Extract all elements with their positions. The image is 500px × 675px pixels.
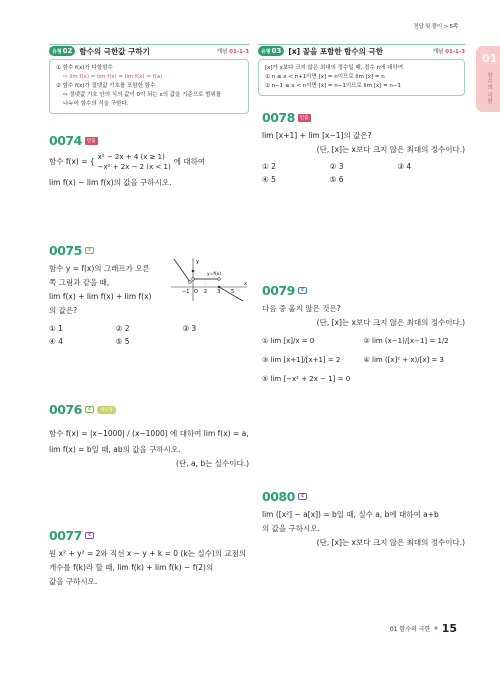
page-number: 15 — [441, 622, 457, 635]
page-footer — [390, 622, 457, 635]
problem-number: 0074 빈출 — [49, 133, 96, 148]
type-header-02 — [49, 44, 249, 57]
level-icon: c — [85, 532, 94, 539]
type-title: 함수의 극한값 구하기 — [79, 46, 150, 56]
concept-box — [258, 59, 465, 96]
problem-text: 다음 중 옳지 않은 것은? — [262, 304, 341, 313]
choice[interactable]: ① lim [x]/x = 0 — [262, 337, 315, 345]
type-badge: 유형 02 — [49, 46, 75, 56]
problem-condition: (단, [x]는 x보다 크지 않은 최대의 정수이다.) — [316, 145, 465, 154]
chapter-number: 01 — [482, 52, 498, 65]
problem-text: lim ([x²] − a[x]) = b일 때, 실수 a, b에 대하여 a+b 의 값을 구하시오. — [262, 510, 439, 533]
frequent-tag: 빈출 — [299, 115, 309, 121]
level-icon: c — [298, 287, 307, 294]
concept-line: ⇨ 절댓값 기호 안의 식의 값이 0이 되는 x의 값을 기준으로 범위를 — [63, 92, 222, 98]
problem-text: 함수 y = f(x)의 그래프가 오른 쪽 그림과 같을 때, lim f(x) + lim f(x) + lim f(x) 의 값은? — [49, 264, 152, 315]
answer-choices — [262, 332, 465, 389]
problem-0075 — [49, 243, 249, 353]
svg-text:2: 2 — [204, 289, 208, 295]
problem-number: 0078 빈출 — [262, 110, 309, 125]
problem-text: lim [x+1] + lim [x−1]의 값은? — [262, 131, 372, 140]
concept-line: ② 함수 f(x)가 절댓값 기호를 포함한 함수 — [56, 83, 156, 89]
choice[interactable]: ⑤ lim [−x² + 2x − 1] = 0 — [262, 375, 351, 383]
choice[interactable]: ③ 4 — [397, 162, 412, 171]
choice[interactable]: ② lim (x−1)/[x−1] = 1/2 — [363, 337, 449, 345]
problem-0074 — [49, 133, 249, 190]
concept-line: ① n ≤ x < n+1이면 [x] = n이므로 lim [x] = n — [265, 74, 385, 80]
level-icon: c — [85, 247, 94, 254]
problem-number: 0079 c — [262, 283, 307, 298]
frequent-tag: 빈출 — [86, 138, 96, 144]
problem-text: 함수 f(x) = { x² − 2x + 4 (x ≥ 1) −x² + 2x − 2 (x < 1) 에 대하여 — [49, 153, 206, 171]
svg-text:−1: −1 — [182, 289, 190, 295]
function-graph — [169, 255, 249, 303]
problem-0078 — [262, 110, 465, 186]
svg-text:O: O — [194, 289, 198, 295]
choice[interactable]: ④ 5 — [262, 175, 276, 184]
level-icon: c — [298, 493, 307, 500]
choice[interactable]: ② 2 — [115, 324, 130, 333]
concept-reference: 개념 01-1-3 — [216, 49, 249, 55]
choice[interactable]: ② 3 — [329, 162, 344, 171]
problem-text: 함수 f(x) = |x−1000| / (x−1000) 에 대하여 lim f(x) = a, — [49, 429, 249, 438]
concept-box — [49, 59, 249, 114]
problem-0079 — [262, 283, 465, 389]
svg-text:x: x — [244, 281, 247, 287]
type-header-03 — [258, 44, 465, 57]
problem-number: 0076 c 서술형 — [49, 402, 116, 417]
choice[interactable]: ③ lim [x+1]/[x+1] = 2 — [262, 356, 341, 364]
concept-line: 나누어 함수의 식을 구한다. — [63, 101, 129, 107]
answer-choices — [262, 160, 465, 186]
concept-reference: 개념 01-1-3 — [432, 49, 465, 55]
problem-0080 — [262, 489, 465, 549]
problem-text: lim f(x) − lim f(x)의 값을 구하시오. — [49, 178, 172, 187]
chapter-side-tab — [476, 46, 500, 112]
problem-0076 — [49, 402, 249, 470]
problem-number: 0077 c — [49, 528, 94, 543]
problem-text: 원 x² + y² = 2와 직선 x − y + k = 0 (k는 실수)의 교점의 개수를 f(k)라 할 때, lim f(k) + lim f(k) − f(2)의 값을 구하시오. — [49, 549, 247, 586]
type-title: [x] 꼴을 포함한 함수의 극한 — [288, 46, 384, 56]
choice[interactable]: ③ 3 — [182, 324, 197, 333]
problem-condition: (단, [x]는 x보다 크지 않은 최대의 정수이다.) — [316, 318, 465, 327]
left-column — [49, 44, 249, 114]
essay-tag: 서술형 — [97, 406, 116, 414]
choice[interactable]: ⑤ 6 — [329, 175, 344, 184]
level-icon: c — [85, 406, 94, 413]
problem-text: lim f(x) = b일 때, ab의 값을 구하시오. — [49, 445, 181, 454]
problem-number: 0080 c — [262, 489, 307, 504]
problem-condition: (단, [x]는 x보다 크지 않은 최대의 정수이다.) — [316, 538, 465, 547]
choice[interactable]: ④ 4 — [49, 337, 63, 346]
answer-reference: 정답 및 풀이 > 5쪽 — [413, 24, 458, 30]
concept-line: ① 함수 f(x)가 다항함수 — [56, 65, 113, 71]
problem-0077 — [49, 528, 249, 589]
choice[interactable]: ① 1 — [49, 324, 63, 333]
chapter-title: 함수의 극한 — [486, 72, 492, 105]
star-icon: ★ — [433, 625, 439, 632]
problem-condition: (단, a, b는 실수이다.) — [176, 459, 249, 468]
right-column — [258, 44, 465, 96]
svg-text:5: 5 — [231, 289, 235, 295]
choice[interactable]: ⑤ 5 — [115, 337, 130, 346]
svg-text:y: y — [196, 259, 199, 265]
problem-number: 0075 c — [49, 243, 94, 258]
svg-text:3: 3 — [217, 289, 221, 295]
answer-choices — [49, 322, 249, 348]
concept-line: ② n−1 ≤ x < n이면 [x] = n−1이므로 lim [x] = n−1 — [265, 83, 401, 89]
type-badge: 유형 03 — [258, 46, 284, 56]
concept-line: ⇨ lim f(x) = lim f(x) = lim f(x) = f(a) — [63, 74, 163, 80]
footer-chapter: 01 함수의 극한 — [389, 626, 431, 633]
concept-line: [x]가 x보다 크지 않은 최대의 정수일 때, 정수 n에 대하여 — [265, 65, 404, 71]
choice[interactable]: ④ lim ([x]² + x)/[x] = 3 — [363, 356, 444, 364]
svg-text:y=f(x): y=f(x) — [207, 272, 222, 277]
choice[interactable]: ① 2 — [262, 162, 276, 171]
